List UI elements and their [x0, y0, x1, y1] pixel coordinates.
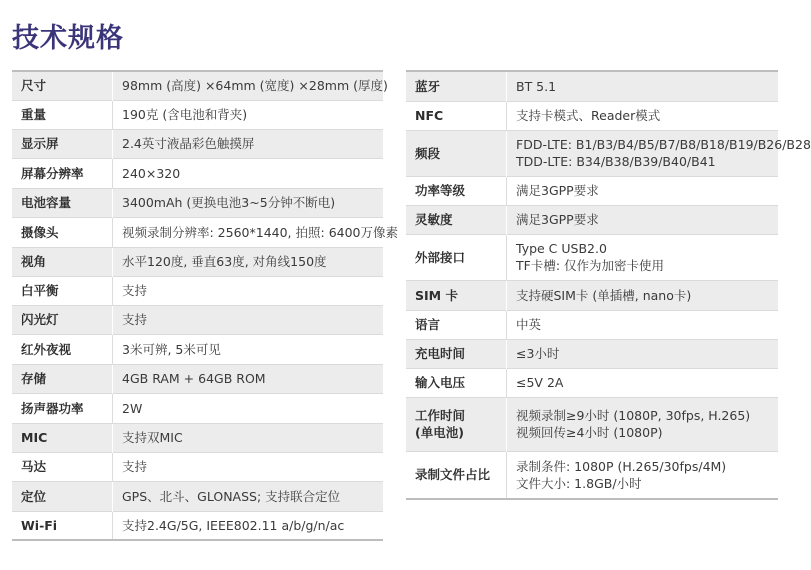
spec-row: [406, 234, 778, 280]
spec-value-line: 满足3GPP要求: [516, 212, 599, 227]
spec-value-line: 文件大小: 1.8GB/小时: [516, 475, 642, 491]
spec-label-line: 摄像头: [21, 224, 59, 240]
spec-label-line: 充电时间: [415, 346, 466, 361]
page-title: 技术规格: [12, 23, 124, 54]
spec-value-line: 支持硬SIM卡 (单插槽, nano卡): [516, 287, 692, 303]
spec-value-line: ≤5V 2A: [516, 375, 564, 390]
spec-value-line: 2.4英寸液晶彩色触摸屏: [122, 136, 255, 151]
spec-value: [507, 339, 779, 368]
spec-row: [12, 217, 383, 247]
spec-label: [12, 305, 113, 334]
spec-value: [113, 452, 384, 481]
spec-label: [406, 71, 507, 101]
spec-row: [12, 158, 383, 188]
spec-value: [507, 451, 779, 499]
spec-label-line: 输入电压: [415, 375, 466, 390]
spec-value-line: 190克 (含电池和背夹): [122, 107, 248, 122]
spec-row: [12, 452, 383, 481]
spec-value-line: 支持: [122, 312, 148, 327]
spec-row: [12, 129, 383, 158]
spec-label: [12, 423, 113, 452]
spec-label: [12, 158, 113, 188]
spec-row: [406, 130, 778, 176]
spec-row: [12, 276, 383, 305]
spec-value-line: 视频录制≥9小时 (1080P, 30fps, H.265): [516, 408, 751, 423]
spec-value: [507, 130, 811, 176]
spec-value-line: ≤3小时: [516, 346, 560, 361]
spec-label: [406, 234, 507, 280]
spec-value: [507, 310, 779, 339]
spec-value-line: 中英: [516, 317, 542, 332]
spec-value: [507, 397, 779, 451]
spec-value-line: 录制条件: 1080P (H.265/30fps/4M): [516, 458, 727, 474]
spec-label: [406, 176, 507, 205]
spec-label: [12, 247, 113, 276]
spec-label-line: 显示屏: [21, 136, 59, 151]
spec-value: [113, 276, 384, 305]
spec-label-line: 重量: [21, 107, 47, 122]
spec-row: [406, 101, 778, 130]
spec-value-line: 支持双MIC: [122, 430, 183, 445]
spec-label-line: 功率等级: [415, 183, 466, 198]
spec-label: [12, 100, 113, 129]
spec-value: [113, 158, 384, 188]
spec-value: [507, 205, 779, 234]
spec-row: [406, 71, 778, 101]
spec-value: [507, 101, 779, 130]
spec-label-line: 扬声器功率: [21, 400, 84, 416]
spec-value-line: TDD-LTE: B34/B38/B39/B40/B41: [516, 154, 716, 169]
spec-label-line: 定位: [21, 488, 47, 504]
spec-label: [12, 481, 113, 511]
spec-label: [406, 397, 507, 451]
spec-value-line: GPS、北斗、GLONASS; 支持联合定位: [122, 488, 341, 504]
spec-label: [406, 310, 507, 339]
spec-row: [406, 176, 778, 205]
spec-label-line: 工作时间: [415, 408, 466, 423]
spec-row: [406, 397, 778, 451]
spec-value: [507, 71, 779, 101]
spec-label-line: SIM 卡: [415, 287, 458, 303]
spec-label-line: 尺寸: [21, 78, 47, 94]
spec-row: [406, 368, 778, 397]
spec-label-line: 白平衡: [21, 283, 59, 298]
spec-label: [406, 280, 507, 310]
spec-value-line: 98mm (高度) ×64mm (宽度) ×28mm (厚度): [122, 78, 388, 94]
spec-label-line: 灵敏度: [415, 212, 453, 227]
spec-value: [113, 511, 384, 540]
spec-label-line: NFC: [415, 108, 444, 123]
spec-value-line: 240×320: [122, 165, 181, 181]
spec-label: [12, 393, 113, 423]
spec-row: [12, 188, 383, 217]
spec-label-line: 蓝牙: [415, 78, 441, 94]
spec-value-line: 支持卡模式、Reader模式: [516, 108, 661, 123]
spec-label: [12, 276, 113, 305]
spec-label-line: 视角: [21, 254, 47, 269]
spec-value-line: Type C USB2.0: [516, 241, 607, 256]
spec-label-line: 屏幕分辨率: [21, 165, 84, 181]
spec-label: [406, 368, 507, 397]
spec-label-line: 闪光灯: [21, 312, 59, 327]
spec-label: [12, 217, 113, 247]
spec-value-line: 3米可辨, 5米可见: [122, 341, 221, 357]
spec-row: [12, 334, 383, 364]
spec-row: [12, 71, 383, 100]
spec-row: [12, 511, 383, 540]
spec-row: [406, 451, 778, 499]
spec-label-line: Wi-Fi: [21, 517, 58, 533]
spec-value-line: FDD-LTE: B1/B3/B4/B5/B7/B8/B18/B19/B26/B28: [516, 137, 811, 152]
spec-label-line: 马达: [21, 459, 47, 474]
spec-label-line: 录制文件占比: [415, 467, 491, 483]
spec-label: [12, 129, 113, 158]
spec-label: [12, 188, 113, 217]
spec-label: [12, 364, 113, 393]
spec-value-line: 支持: [122, 459, 148, 474]
spec-value-line: 4GB RAM + 64GB ROM: [122, 371, 266, 386]
spec-value: [113, 364, 384, 393]
spec-label: [12, 71, 113, 100]
spec-value: [113, 334, 384, 364]
spec-row: [12, 247, 383, 276]
spec-value: [113, 71, 388, 100]
spec-value: [113, 481, 384, 511]
spec-value-line: 水平120度, 垂直63度, 对角线150度: [122, 254, 327, 269]
spec-row: [12, 481, 383, 511]
spec-value: [113, 188, 384, 217]
spec-value-line: BT 5.1: [516, 78, 557, 94]
spec-value-line: 2W: [122, 400, 143, 416]
spec-value: [113, 423, 384, 452]
spec-row: [12, 100, 383, 129]
spec-label-line: (单电池): [415, 425, 464, 440]
spec-row: [406, 339, 778, 368]
spec-row: [12, 423, 383, 452]
spec-label: [406, 451, 507, 499]
spec-table-left: [12, 70, 399, 541]
spec-value-line: TF卡槽: 仅作为加密卡使用: [516, 258, 665, 273]
spec-value: [113, 305, 384, 334]
spec-label-line: 频段: [415, 145, 441, 161]
spec-value: [507, 234, 779, 280]
spec-row: [12, 364, 383, 393]
spec-label: [406, 130, 507, 176]
spec-value: [113, 129, 384, 158]
spec-row: [406, 310, 778, 339]
spec-row: [12, 305, 383, 334]
spec-label: [406, 205, 507, 234]
spec-label-line: 红外夜视: [21, 341, 72, 357]
spec-value: [507, 280, 779, 310]
spec-label-line: MIC: [21, 430, 48, 445]
spec-value: [113, 100, 384, 129]
spec-label: [12, 334, 113, 364]
spec-label: [12, 452, 113, 481]
spec-value-line: 支持2.4G/5G, IEEE802.11 a/b/g/n/ac: [122, 517, 345, 533]
spec-label: [12, 511, 113, 540]
spec-row: [406, 205, 778, 234]
spec-value: [113, 217, 399, 247]
spec-label: [406, 101, 507, 130]
spec-label: [406, 339, 507, 368]
spec-value-line: 视频回传≥4小时 (1080P): [516, 425, 663, 440]
spec-value: [113, 393, 384, 423]
spec-value: [113, 247, 384, 276]
spec-label-line: 外部接口: [415, 249, 466, 265]
spec-value-line: 视频录制分辨率: 2560*1440, 拍照: 6400万像素: [122, 224, 399, 240]
spec-row: [12, 393, 383, 423]
spec-value-line: 3400mAh (更换电池3~5分钟不断电): [122, 195, 336, 210]
spec-table-right: [406, 70, 811, 500]
spec-label-line: 语言: [415, 317, 441, 332]
spec-label-line: 存储: [21, 371, 47, 386]
spec-value: [507, 176, 779, 205]
spec-value-line: 满足3GPP要求: [516, 183, 599, 198]
spec-row: [406, 280, 778, 310]
spec-label-line: 电池容量: [21, 195, 72, 210]
spec-value: [507, 368, 779, 397]
spec-value-line: 支持: [122, 283, 148, 298]
